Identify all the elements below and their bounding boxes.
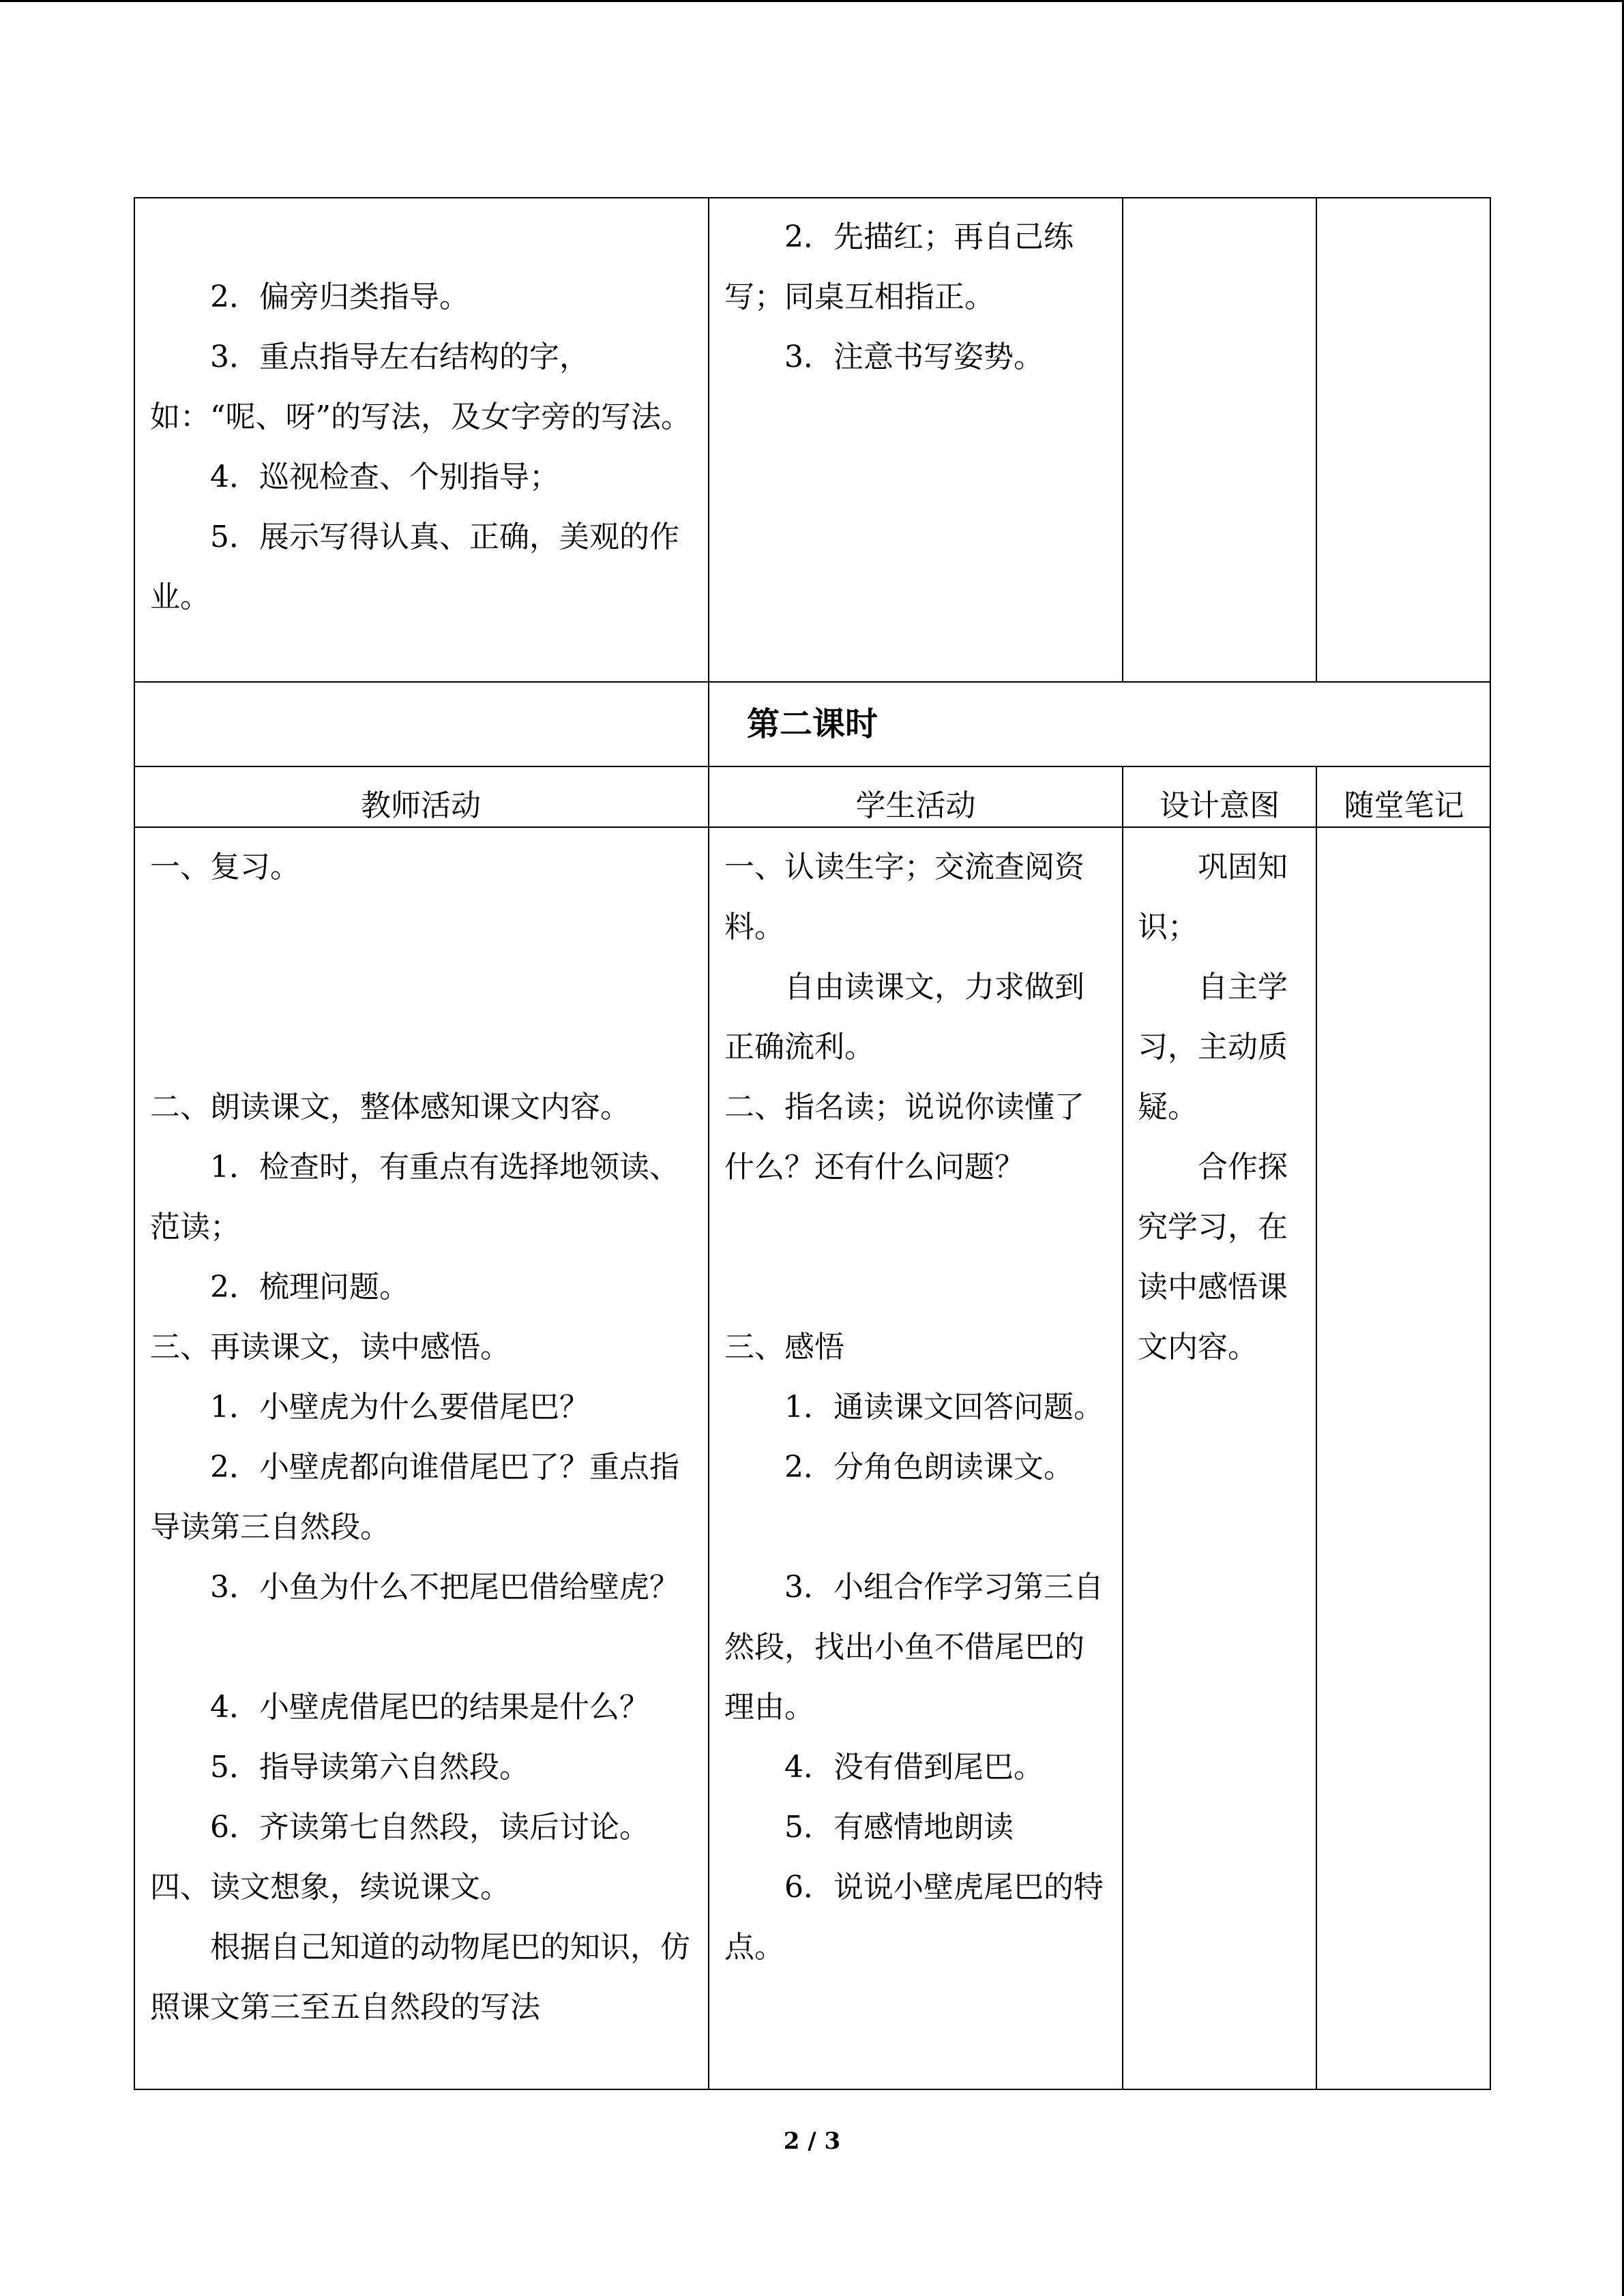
student-line: 4．没有借到尾巴。	[784, 1750, 1044, 1785]
col-divider-2	[1122, 197, 1123, 683]
student-line: 三、感悟	[724, 1330, 844, 1365]
teacher-line: 6．齐读第七自然段，读后讨论。	[210, 1810, 649, 1845]
teacher-activities	[150, 837, 696, 2038]
main-col-divider-3	[1316, 766, 1317, 2090]
top-teacher-line: 4．巡视检查、个别指导；	[210, 460, 559, 494]
design-intent	[1138, 837, 1305, 1377]
teacher-line: 4．小壁虎借尾巴的结果是什么？	[210, 1690, 649, 1725]
teacher-line: 5．指导读第六自然段。	[210, 1750, 529, 1785]
student-line: 自由读课文，力求做到正确流利。	[724, 970, 1084, 1064]
main-col-divider-1	[708, 766, 709, 2090]
design-line: 合作探究学习，在读中感悟课文内容。	[1138, 1150, 1288, 1365]
top-border-line	[0, 0, 1624, 2]
header-teacher: 教师活动	[361, 788, 481, 823]
col-divider-3	[1316, 197, 1317, 683]
top-teacher-line: 5．展示写得认真、正确，美观的作业。	[150, 520, 679, 614]
student-line: 3．小组合作学习第三自然段，找出小鱼不借尾巴的理由。	[724, 1570, 1104, 1725]
student-activities	[724, 837, 1113, 1978]
student-line: 2．分角色朗读课文。	[784, 1450, 1074, 1485]
top-student-cell	[724, 207, 1113, 387]
top-student-line: 2．先描红；再自己练写；同桌互相指正。	[724, 220, 1074, 314]
teacher-line: 二、朗读课文，整体感知课文内容。	[150, 1090, 630, 1124]
teacher-line: 一、复习。	[150, 850, 300, 884]
teacher-line: 1．检查时，有重点有选择地领读、范读；	[150, 1150, 679, 1244]
header-notes: 随堂笔记	[1344, 788, 1464, 823]
top-teacher-line: 2．偏旁归类指导。	[210, 280, 469, 314]
lesson-title: 第二课时	[746, 705, 878, 743]
top-teacher-cell	[150, 267, 696, 627]
teacher-line: 3．小鱼为什么不把尾巴借给壁虎？	[210, 1570, 679, 1605]
header-design: 设计意图	[1160, 788, 1280, 823]
design-line: 自主学习，主动质疑。	[1138, 970, 1288, 1124]
student-line: 6．说说小壁虎尾巴的特点。	[724, 1870, 1104, 1965]
main-col-divider-2	[1122, 766, 1123, 2090]
student-line: 二、指名读；说说你读懂了什么？还有什么问题？	[724, 1090, 1084, 1184]
design-line: 巩固知识；	[1138, 850, 1288, 944]
teacher-line: 三、再读课文，读中感悟。	[150, 1330, 510, 1365]
teacher-line: 四、读文想象，续说课文。	[150, 1870, 510, 1905]
top-student-line: 3．注意书写姿势。	[784, 340, 1044, 374]
teacher-line: 1．小壁虎为什么要借尾巴？	[210, 1390, 589, 1425]
student-line: 1．通读课文回答问题。	[784, 1390, 1104, 1425]
top-teacher-line: 3．重点指导左右结构的字，如：“呢、呀”的写法，及女字旁的写法。	[150, 340, 691, 434]
student-line: 5．有感情地朗读	[784, 1810, 1014, 1845]
header-student: 学生活动	[855, 788, 976, 823]
student-line: 一、认读生字；交流查阅资料。	[724, 850, 1084, 944]
teacher-line: 2．小壁虎都向谁借尾巴了？重点指导读第三自然段。	[150, 1450, 679, 1545]
teacher-line: 2．梳理问题。	[210, 1270, 409, 1304]
page-number: 2 / 3	[783, 2128, 841, 2155]
teacher-line: 根据自己知道的动物尾巴的知识，仿照课文第三至五自然段的写法	[150, 1930, 690, 2025]
